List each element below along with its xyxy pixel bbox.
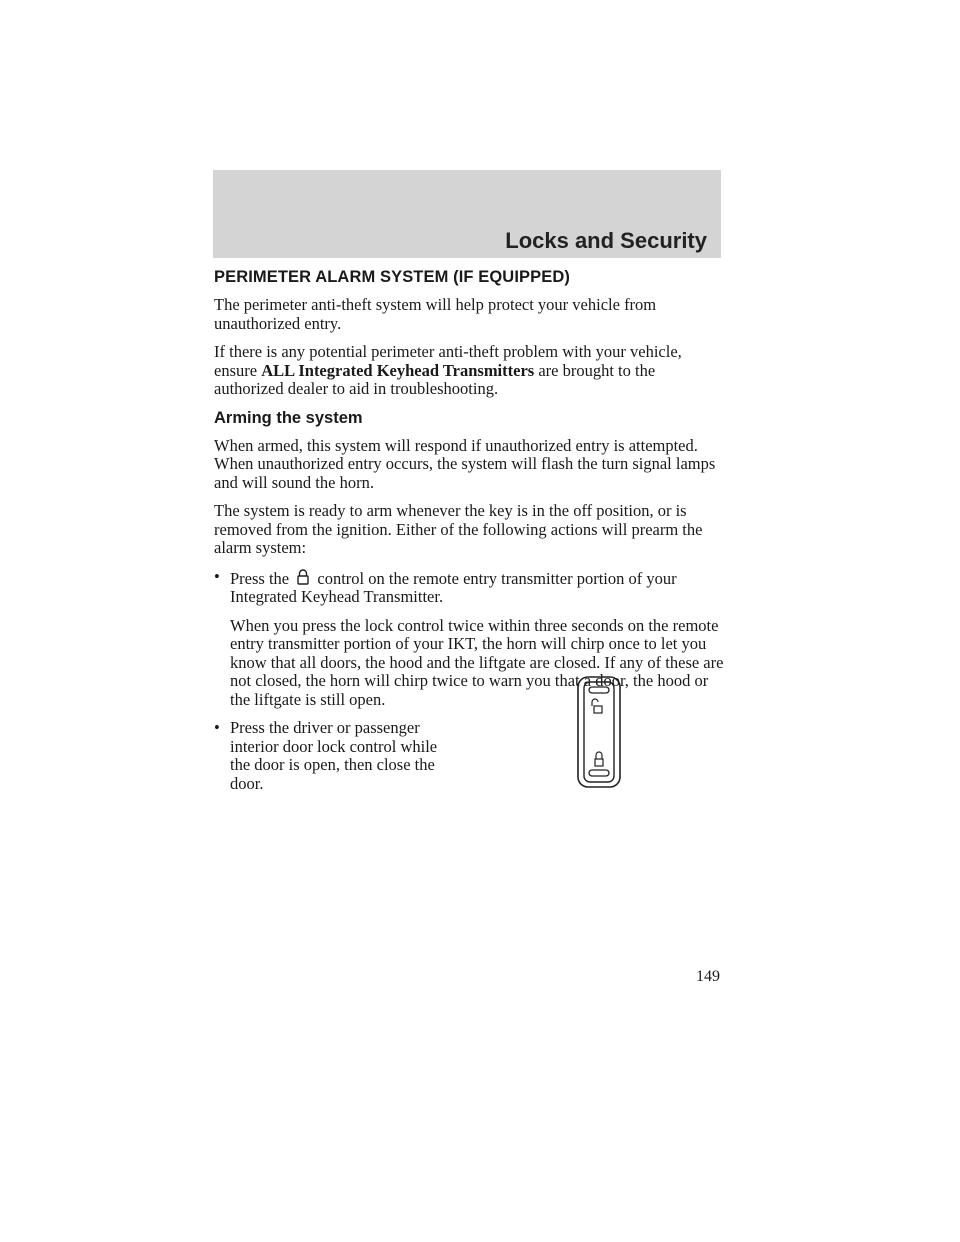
intro-paragraph: The perimeter anti-theft system will help protect your vehicle from unauthorized entry.	[214, 295, 657, 333]
troubleshooting-paragraph	[214, 343, 724, 399]
ready-paragraph: The system is ready to arm whenever the key is in the off position, or is removed from the ignition. Either of the following actions will prearm the alarm system:	[214, 501, 703, 557]
page-number: 149	[696, 968, 720, 985]
section-heading: PERIMETER ALARM SYSTEM (IF EQUIPPED)	[214, 268, 570, 286]
bullet1-detail: When you press the lock control twice within three seconds on the remote entry transmitter portion of your IKT, the horn will chirp once to let you know that all doors, the hood and the liftgate are closed. If any of these are not closed, the horn will chirp twice to warn you that a door, the hood or the liftgate is still open.	[230, 615, 724, 709]
para2-end: are brought to the authorized dealer to aid in troubleshooting.	[214, 360, 656, 398]
door-lock-switch-icon	[576, 676, 622, 788]
armed-paragraph: When armed, this system will respond if unauthorized entry is attempted. When unauthorized entry occurs, the system will flash the turn signal lamps and will sound the horn.	[214, 435, 716, 492]
bullet2-text: Press the driver or passenger interior door lock control while the door is open, then close the door.	[230, 718, 438, 793]
bullet1-start: Press the	[230, 568, 294, 588]
lock-icon	[294, 568, 312, 586]
section-title: Locks and Security	[505, 228, 707, 253]
bullet1-end: control on the remote entry transmitter portion of your Integrated Keyhead Transmitter.	[230, 568, 677, 606]
para2-start: If there is any potential perimeter anti-theft problem with your vehicle, ensure	[214, 342, 682, 380]
bullet-item-1	[214, 568, 724, 607]
header-band	[213, 170, 721, 258]
para2-bold: ALL Integrated Keyhead Transmitters	[261, 360, 535, 380]
page-content	[214, 268, 724, 803]
bullet-dot: •	[214, 718, 220, 737]
subheading: Arming the system	[214, 408, 363, 427]
bullet-dot: •	[214, 566, 220, 586]
bullet-item-2	[214, 719, 460, 793]
